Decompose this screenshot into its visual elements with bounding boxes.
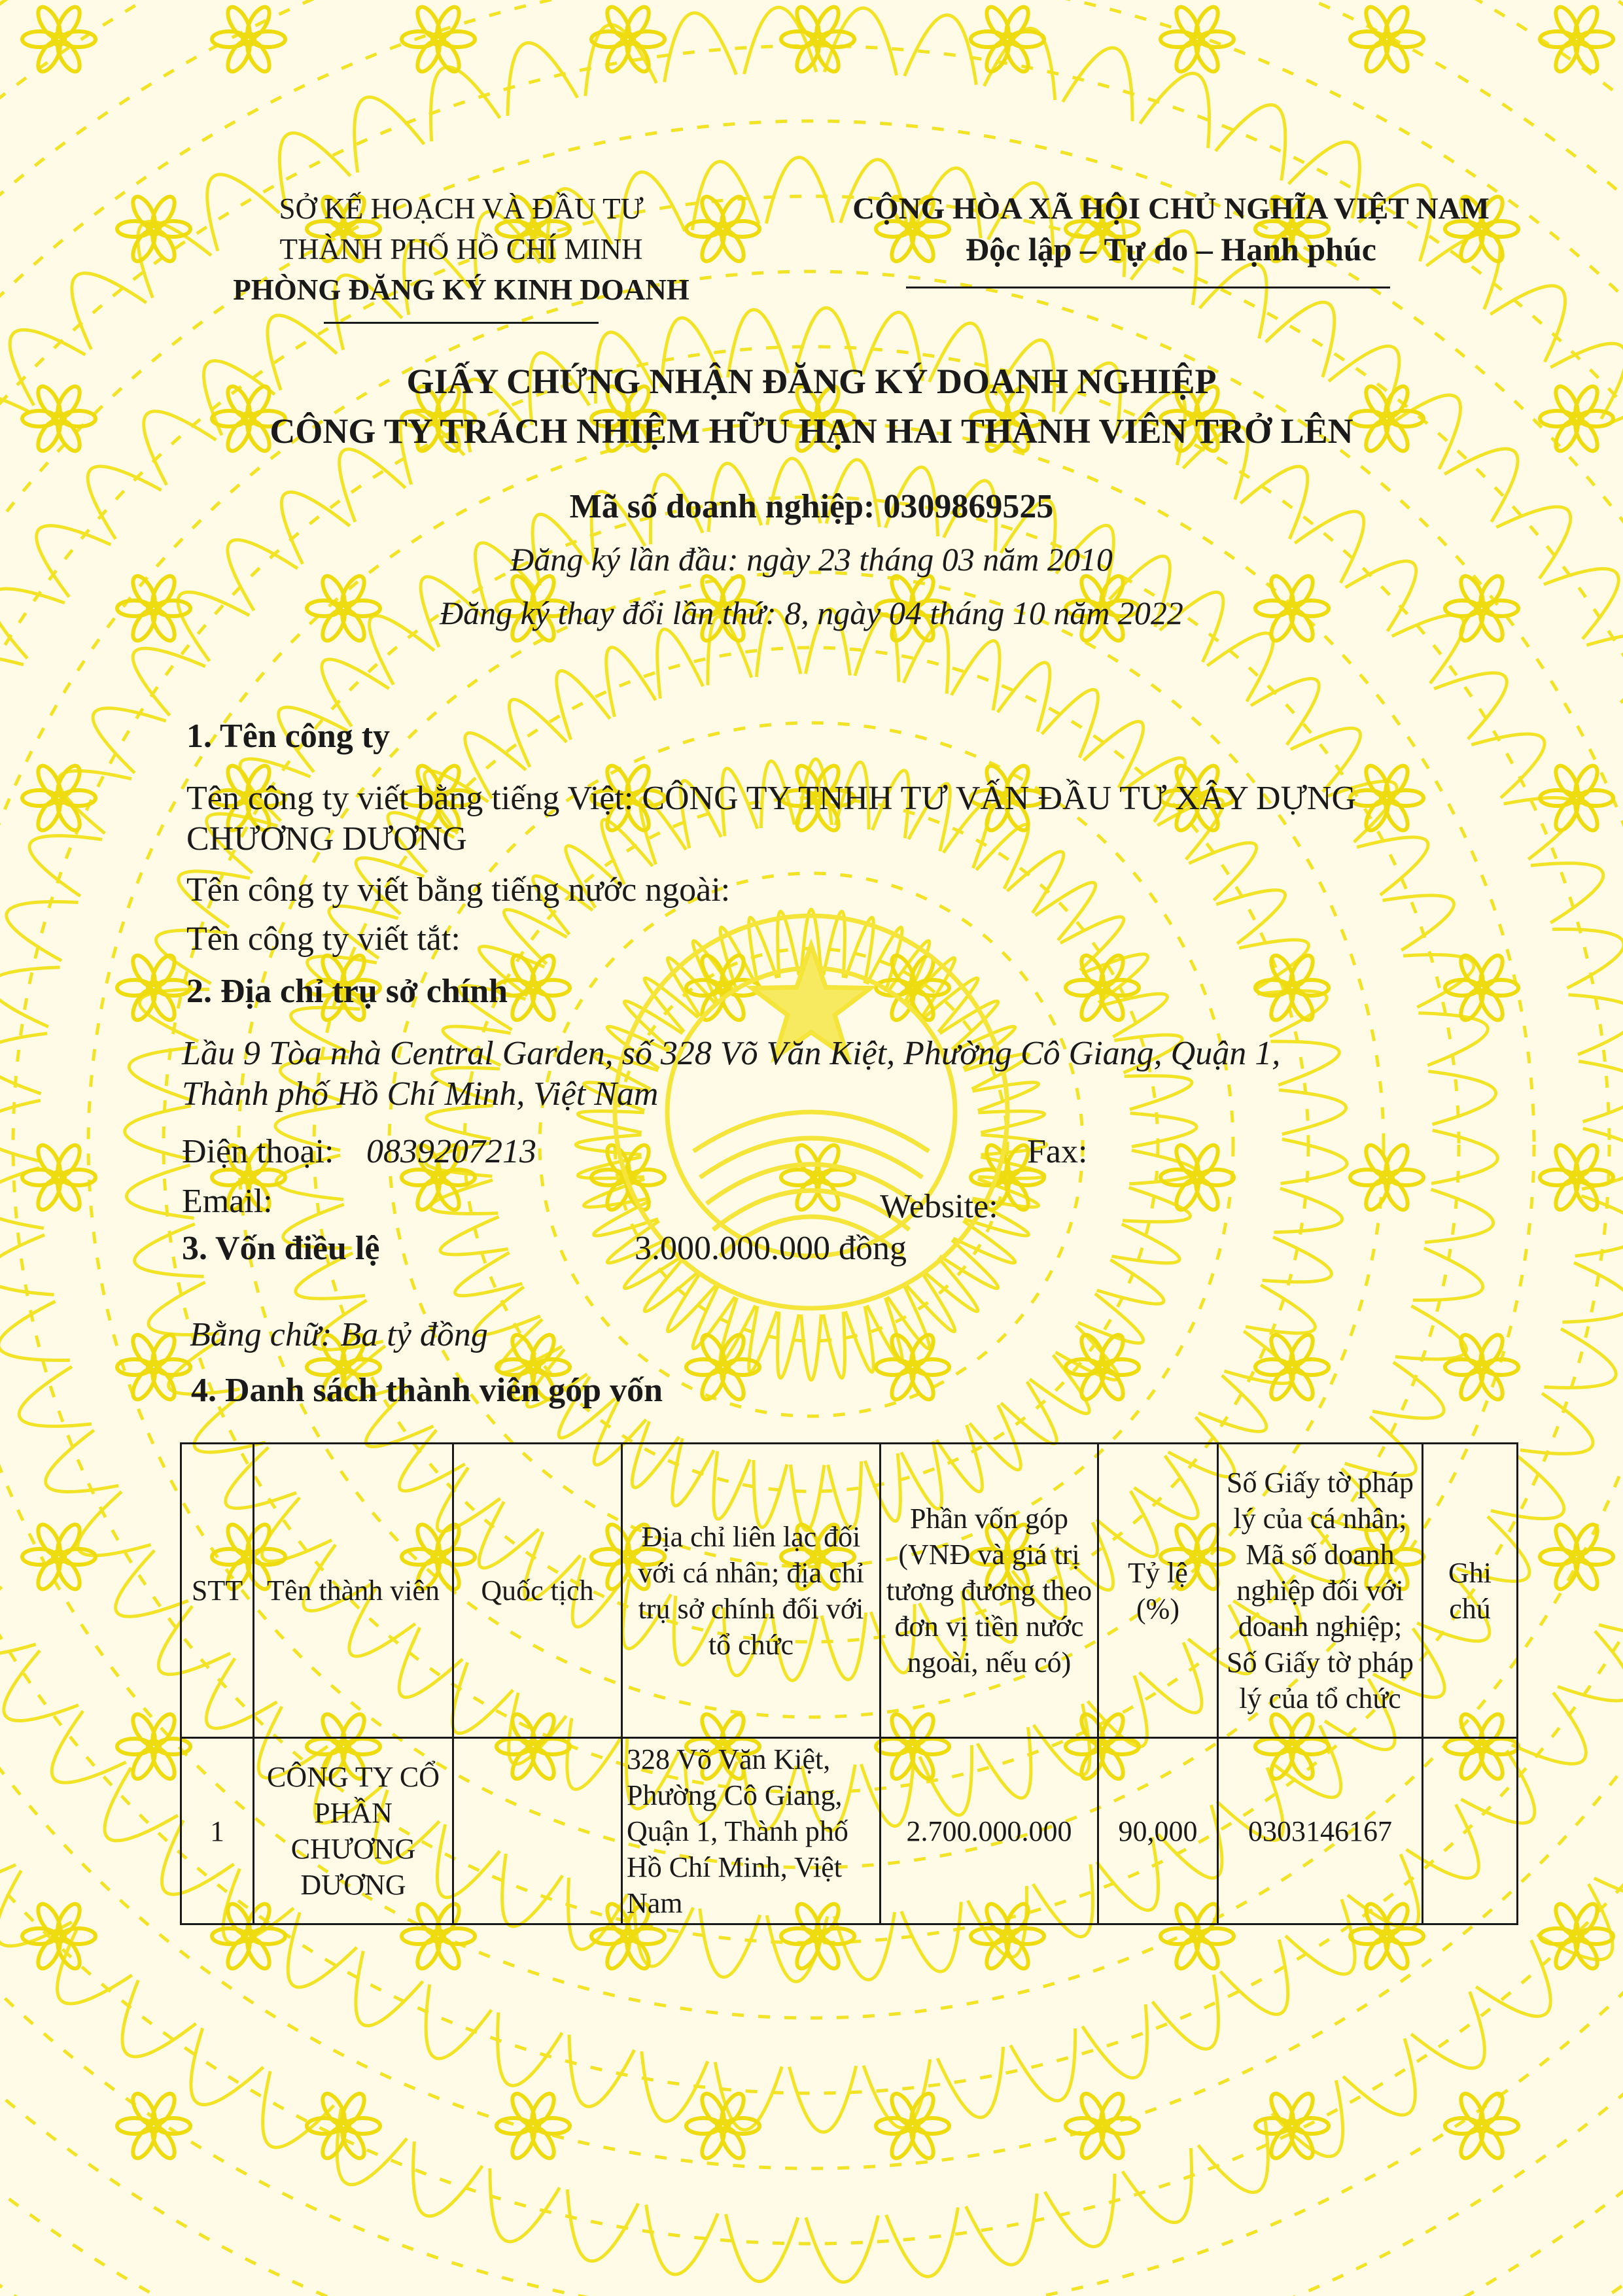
authority-line-1: SỞ KẾ HOẠCH VÀ ĐẦU TƯ: [279, 192, 644, 225]
col-member-name: Tên thành viên: [254, 1444, 453, 1738]
fax-label: Fax:: [1027, 1133, 1088, 1170]
col-nationality: Quốc tịch: [453, 1444, 622, 1738]
members-table: [180, 1442, 1518, 1925]
charter-capital-in-words: Bằng chữ: Ba tỷ đồng: [190, 1316, 488, 1353]
row-ratio: 90,000: [1098, 1738, 1218, 1924]
phone-label: Điện thoại:: [182, 1133, 334, 1170]
email-label: Email:: [182, 1183, 273, 1220]
address-line-2: Thành phố Hồ Chí Minh, Việt Nam: [182, 1075, 659, 1113]
issuing-authority: [190, 188, 733, 310]
motto-underline: [906, 287, 1390, 288]
address-line-1: Lầu 9 Tòa nhà Central Garden, số 328 Võ Văn Kiệt, Phường Cô Giang, Quận 1,: [182, 1035, 1281, 1072]
charter-capital-amount: 3.000.000.000 đồng: [635, 1230, 907, 1267]
row-legal-id: 0303146167: [1218, 1738, 1423, 1924]
table-header-row: [181, 1444, 1518, 1738]
enterprise-code: Mã số doanh nghiệp: 0309869525: [569, 488, 1054, 525]
national-motto: [798, 188, 1544, 270]
table-row: [181, 1738, 1518, 1924]
col-address: Địa chỉ liên lạc đối với cá nhân; địa chỉ trụ sở chính đối với tổ chức: [622, 1444, 881, 1738]
change-registration-date: Đăng ký thay đổi lần thứ: 8, ngày 04 tháng 10 năm 2022: [440, 595, 1183, 631]
row-note: [1423, 1738, 1518, 1924]
first-registration-date: Đăng ký lần đầu: ngày 23 tháng 03 năm 2010: [510, 541, 1113, 578]
section-1-heading: 1. Tên công ty: [186, 718, 391, 755]
section-3-heading: 3. Vốn điều lệ: [182, 1230, 380, 1267]
company-name-vn-line1: Tên công ty viết bằng tiếng Việt: CÔNG TY TNHH TƯ VẤN ĐẦU TƯ XÂY DỰNG: [186, 780, 1357, 817]
certificate-title: [0, 357, 1623, 456]
title-line-1: GIẤY CHỨNG NHẬN ĐĂNG KÝ DOANH NGHIỆP: [406, 362, 1217, 401]
authority-line-2: THÀNH PHỐ HỒ CHÍ MINH: [279, 233, 643, 266]
row-member-name: CÔNG TY CỔ PHẦN CHƯƠNG DƯƠNG: [254, 1738, 453, 1924]
row-address: 328 Võ Văn Kiệt, Phường Cô Giang, Quận 1, Thành phố Hồ Chí Minh, Việt Nam: [622, 1738, 881, 1924]
section-4-heading: 4. Danh sách thành viên góp vốn: [191, 1372, 663, 1409]
motto-text: Độc lập – Tự do – Hạnh phúc: [966, 231, 1376, 268]
title-line-2: CÔNG TY TRÁCH NHIỆM HỮU HẠN HAI THÀNH VIÊN TRỞ LÊN: [270, 411, 1353, 451]
col-capital: Phần vốn góp (VNĐ và giá trị tương đương theo đơn vị tiền nước ngoài, nếu có): [881, 1444, 1098, 1738]
country-name: CỘNG HÒA XÃ HỘI CHỦ NGHĨA VIỆT NAM: [852, 192, 1490, 226]
company-name-short: Tên công ty viết tắt:: [186, 920, 461, 958]
col-ratio: Tỷ lệ (%): [1098, 1444, 1218, 1738]
website-label: Website:: [880, 1188, 998, 1225]
company-name-foreign: Tên công ty viết bằng tiếng nước ngoài:: [186, 871, 731, 909]
authority-underline: [324, 322, 599, 324]
col-stt: STT: [181, 1444, 254, 1738]
col-legal-id: Số Giấy tờ pháp lý của cá nhân; Mã số doanh nghiệp đối với doanh nghiệp; Số Giấy tờ pháp lý của tổ chức: [1218, 1444, 1423, 1738]
section-2-heading: 2. Địa chỉ trụ sở chính: [186, 973, 508, 1010]
row-capital: 2.700.000.000: [881, 1738, 1098, 1924]
row-nationality: [453, 1738, 622, 1924]
authority-line-3: PHÒNG ĐĂNG KÝ KINH DOANH: [233, 273, 689, 306]
phone-value: 0839207213: [366, 1133, 536, 1170]
col-note: Ghi chú: [1423, 1444, 1518, 1738]
row-stt: 1: [181, 1738, 254, 1924]
company-name-vn-line2: CHƯƠNG DƯƠNG: [186, 820, 467, 858]
